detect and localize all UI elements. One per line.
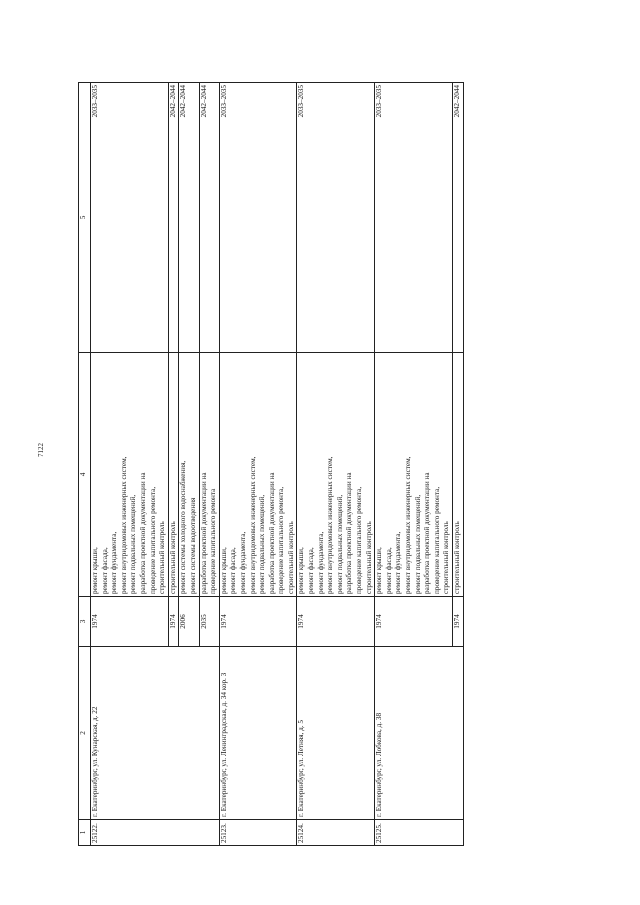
- commissioning-year: 1974: [297, 597, 375, 647]
- work-item: ремонт подвальных помещений,: [129, 494, 138, 594]
- work-item: строительный контроль: [168, 521, 177, 594]
- work-item: строительный контроль: [442, 521, 451, 594]
- repair-schedule-table: [78, 82, 464, 846]
- work-item: разработка проектной документации на: [423, 472, 432, 594]
- work-item: разработка проектной документации на: [138, 472, 147, 594]
- work-item: ремонт фундамента,: [238, 531, 247, 594]
- work-item: ремонт подвальных помещений,: [335, 494, 344, 594]
- commissioning-year: 1974: [91, 597, 169, 647]
- rotated-table-container: [78, 83, 580, 846]
- house-address: г. Екатеринбург, ул. Лобкова, д. 38: [375, 647, 463, 820]
- work-item: проведение капитального ремонта,: [277, 486, 286, 594]
- work-item: разработка проектной документации на: [267, 472, 276, 594]
- work-item: ремонт внутридомовых инженерных систем,: [326, 456, 335, 594]
- work-item: строительный контроль: [286, 521, 295, 594]
- house-id: 25124.: [297, 820, 375, 846]
- column-number-row: [79, 83, 91, 846]
- work-item: ремонт фасада,: [229, 547, 238, 594]
- column-number-1: 1: [79, 820, 91, 846]
- house-address: г. Екатеринбург, ул. Кунарская, д. 22: [91, 647, 220, 820]
- repair-period: 2042–2044: [179, 83, 199, 353]
- page-number: 7122: [37, 443, 45, 457]
- work-item: ремонт крыши,: [297, 547, 306, 594]
- commissioning-year: 2035: [199, 597, 219, 647]
- works-list: [168, 353, 179, 597]
- house-id: 25125.: [375, 820, 463, 846]
- repair-period: 2042–2044: [168, 83, 179, 353]
- works-list: [179, 353, 199, 597]
- commissioning-year: 1974: [375, 597, 453, 647]
- table-row: [91, 83, 169, 846]
- work-item: ремонт системы водоотведения: [188, 497, 197, 594]
- work-item: ремонт фундамента,: [110, 531, 119, 594]
- commissioning-year: 1974: [452, 597, 463, 647]
- work-item: ремонт крыши,: [219, 547, 228, 594]
- work-item: ремонт внутридомовых инженерных систем,: [248, 456, 257, 594]
- work-item: строительный контроль: [158, 521, 167, 594]
- work-item: ремонт внутридомовых инженерных систем,: [404, 456, 412, 594]
- work-item: разработка проектной документации на: [345, 472, 354, 594]
- house-address: г. Екатеринбург, ул. Ленинградская, д. 34 кор. 3: [219, 647, 297, 820]
- work-item: проведение капитального ремонта,: [355, 486, 364, 594]
- house-id: 25122.: [91, 820, 220, 846]
- work-item: ремонт фундамента,: [316, 531, 325, 594]
- work-item: ремонт фасада,: [307, 547, 316, 594]
- commissioning-year: 1974: [219, 597, 297, 647]
- repair-period: 2033–2035: [375, 83, 453, 353]
- works-list: [297, 353, 375, 597]
- work-item: проведение капитального ремонта,: [432, 486, 441, 594]
- works-list: [199, 353, 219, 597]
- column-number-3: 3: [79, 597, 91, 647]
- house-id: 25123.: [219, 820, 297, 846]
- works-list: [375, 353, 453, 597]
- column-number-2: 2: [79, 647, 91, 820]
- table-row: [375, 83, 453, 846]
- work-item: ремонт подвальных помещений,: [258, 494, 267, 594]
- repair-period: 2033–2035: [219, 83, 297, 353]
- work-item: ремонт фасада,: [384, 547, 393, 594]
- work-item: ремонт фасада,: [100, 547, 109, 594]
- house-address: г. Екатеринбург, ул. Летняя, д. 5: [297, 647, 375, 820]
- work-item: ремонт внутридомовых инженерных систем,: [119, 456, 128, 594]
- work-item: проведение капитального ремонта: [209, 488, 218, 594]
- work-item: ремонт системы холодного водоснабжения,: [179, 460, 188, 594]
- work-item: ремонт крыши,: [91, 547, 99, 594]
- repair-period: 2033–2035: [297, 83, 375, 353]
- table-row: [219, 83, 297, 846]
- work-item: разработка проектной документации на: [199, 472, 208, 594]
- table-row: [297, 83, 375, 846]
- column-number-4: 4: [79, 353, 91, 597]
- work-item: проведение капитального ремонта,: [148, 486, 157, 594]
- work-item: ремонт фундамента,: [394, 531, 403, 594]
- repair-period: 2033–2035: [91, 83, 169, 353]
- works-list: [91, 353, 169, 597]
- works-list: [452, 353, 463, 597]
- commissioning-year: 2006: [179, 597, 199, 647]
- work-item: ремонт крыши,: [375, 547, 384, 594]
- works-list: [219, 353, 297, 597]
- work-item: строительный контроль: [364, 521, 373, 594]
- commissioning-year: 1974: [168, 597, 179, 647]
- table-body: [91, 83, 464, 846]
- work-item: ремонт подвальных помещений,: [413, 494, 422, 594]
- repair-period: 2042–2044: [199, 83, 219, 353]
- repair-period: 2042–2044: [452, 83, 463, 353]
- column-number-5: 5: [79, 83, 91, 353]
- work-item: строительный контроль: [452, 521, 461, 594]
